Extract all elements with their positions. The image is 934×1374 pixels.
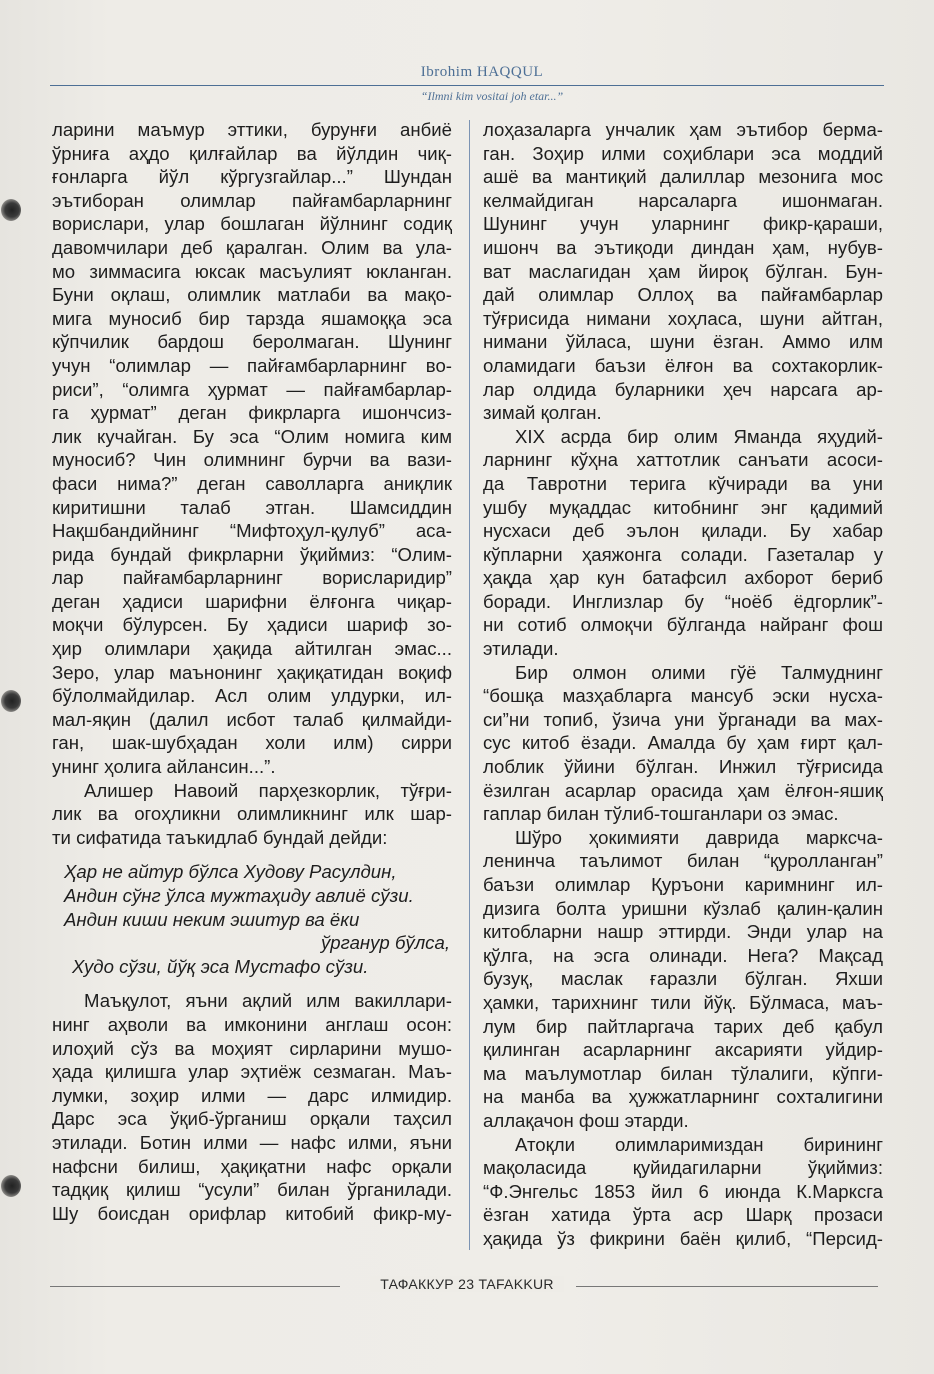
text-line: нафсни билиш, ҳақиқатни нафс орқали (52, 1155, 452, 1177)
text-line: ти сифатида таъкидлаб бундай дейди: (52, 826, 388, 848)
text-line: ишонч ва эътиқоди диндан ҳам, нубув- (483, 236, 883, 258)
text-line: ган. Зоҳир илми соҳиблари эса моддий (483, 142, 883, 164)
text-line: Алишер Навоий парҳезкорлик, тўғри- (84, 779, 452, 801)
text-line: “Ф.Энгельс 1853 йил 6 июнда К.Марксга (483, 1180, 883, 1202)
text-line: лум бир пайтларгача тарих деб қабул (483, 1015, 883, 1037)
text-line: тўғрисида нимани хоҳласа, шуни айтган, (483, 307, 883, 329)
text-line: лоҳазаларга унчалик ҳам эътибор берма- (483, 119, 883, 140)
running-header-subtitle: “Ilmni kim vositai joh etar...” (420, 89, 564, 103)
text-line: “бошқа мазҳабларга мансуб эски нусха- (483, 685, 883, 707)
text-line: Буни оқлаш, олимлик матлаби ва мақо- (52, 284, 452, 306)
footer-journal-cyrillic: ТАФАККУР (380, 1276, 454, 1292)
text-line: ёзилган асарлар орасида ҳам ёлғон-яшиқ (483, 779, 883, 801)
text-line: ленинча таълимот билан “қуролланган” (483, 850, 883, 872)
text-line: оламидаги баъзи ёлғон ва сохтакорлик- (483, 354, 883, 376)
punch-hole-middle (1, 690, 21, 712)
text-line: ларнинг кўҳна хаттотлик санъати асоси- (483, 449, 883, 471)
text-line: баъзи олимлар Қуръони каримнинг ил- (483, 874, 883, 895)
text-line: Атоқли олимларимиздан бирининг (515, 1133, 883, 1155)
text-line: ворислари, улар бошлаган йўлнинг содиқ (52, 213, 452, 235)
text-line: лик кучайган. Бу эса “Олим номига ким (52, 425, 452, 447)
text-line: ёзган хатида ўрта аср Шарқ прозаси (483, 1204, 883, 1226)
text-line: ган, шак-шубҳадан холи илм) сирри (52, 732, 452, 754)
text-line: нинг аҳволи ва имконини англаш осон: (52, 1013, 452, 1035)
text-line: мо зиммасига юксак масъулият юкланган. (52, 260, 452, 282)
poem-line: Ҳар не айтур бўлса Худову Расулдин, (64, 861, 397, 883)
text-line: ват маслагидан ҳам йироқ бўлган. Бун- (483, 260, 883, 282)
column-divider (469, 120, 470, 1250)
text-line: нимани ўйласа, шуни ёзган. Аммо илм (483, 331, 883, 353)
text-line: деган ҳадиси шарифни ёлғонга чиқар- (52, 590, 452, 612)
footer-journal-latin: TAFAKKUR (478, 1276, 554, 1292)
text-line: мақоласида қуйидагиларни ўқиймиз: (483, 1157, 883, 1179)
stanza-spacer (52, 978, 452, 989)
text-line: бузуқ, маслак ғаразли бўлган. Яхши (483, 968, 883, 990)
text-line: рида бундай фикрларни ўқиймиз: “Олим- (52, 543, 452, 565)
text-line: Шунинг учун уларнинг фикр-қараши, (483, 213, 883, 235)
text-line: ҳақида ўз фикрини баён қилиб, “Персид- (483, 1227, 883, 1249)
text-line: дизига болта уришни кўзлаб қалин-қалин (483, 897, 883, 919)
text-line: на манба ва ҳужжатларнинг сохталигини (483, 1086, 883, 1108)
text-line: мига муносиб бир тарзда яшамоққа эса (52, 307, 452, 329)
text-line: Зеро, улар маънонинг ҳақиқатидан воқиф (52, 661, 452, 683)
text-line: ғонларга йўл кўргузгайлар...” Шундан (52, 166, 452, 188)
text-line: дай олимлар Оллоҳ ва пайғамбарлар (483, 284, 883, 306)
text-line: ма маълумотлар билан тўлалиги, кўпги- (483, 1062, 883, 1084)
poem-line: Худо сўзи, йўқ эса Мустафо сўзи. (72, 955, 369, 977)
text-line: этилади. (483, 638, 559, 660)
text-line: ҳир олимлари ҳақида айтилган эмас... (52, 638, 452, 660)
text-line: фаси нима?” деган саволларга аниқлик (52, 472, 452, 494)
text-line: келмайдиган нарсаларга ишонмаган. (483, 189, 883, 211)
text-line: Бир олмон олими гўё Талмуднинг (515, 661, 883, 683)
text-line: Нақшбандийнинг “Мифтоҳул-қулуб” аса- (52, 520, 452, 542)
text-line: кўпларни ҳаяжонга солади. Газеталар у (483, 543, 883, 565)
text-line: боради. Инглизлар бу “ноёб ёдгорлик”- (483, 590, 883, 612)
text-line: ҳақда ҳар кун батафсил ахборот бериб (483, 567, 883, 589)
text-line: ҳамки, тарихнинг тили йўқ. Бўлмаса, маъ- (483, 991, 883, 1013)
text-line: эътиборан олимлар пайғамбарларнинг (52, 189, 452, 211)
text-line: ўрниға аҳдо қилғайлар ва йўлдин чиқ- (52, 142, 452, 164)
poem-line: ўрганур бўлса, (320, 932, 450, 954)
text-line: сус китоб ёзади. Амалда бу ҳам ғирт қал- (483, 732, 883, 754)
text-line: учун “олимлар — пайғамбарларнинг во- (52, 354, 452, 376)
text-line: мал-яқин (далил исбот талаб қилмайди- (52, 708, 452, 730)
text-line: лоблик ўйини бўлган. Инжил тўғрисида (483, 756, 883, 778)
text-line: нусхаси деб эълон қилади. Бу хабар (483, 520, 883, 542)
text-line: зимай қолган. (483, 402, 602, 424)
text-line: Маъқулот, яъни ақлий илм вакиллари- (84, 990, 452, 1012)
text-line: китобларни нашр эттирди. Энди улар на (483, 921, 883, 943)
text-line: моқчи бўлурсен. Бу ҳадиси шариф зо- (52, 614, 452, 636)
punch-hole-bottom (1, 1175, 21, 1197)
text-line: қўлга, на эсга олинади. Нега? Мақсад (483, 944, 883, 966)
text-line: Шу боисдан орифлар китобий фикр-му- (52, 1202, 452, 1224)
text-line: лик ва огоҳликни олимликнинг илк шар- (52, 803, 452, 825)
text-line: ашё ва мантиқий далиллар мезонига мос (483, 166, 883, 188)
text-line: Шўро ҳокимияти даврида марксча- (515, 826, 883, 848)
text-line: лар пайғамбарларнинг ворисларидир” (52, 567, 452, 589)
text-line: лар олдида буларники ҳеч нарсага ар- (483, 378, 883, 400)
text-line: муносиб? Чин олимнинг бурчи ва вази- (52, 449, 452, 471)
header-rule (50, 85, 884, 86)
text-line: гаплар билан тўлиб-тошганлари оз эмас. (483, 803, 839, 825)
text-line: этилади. Ботин илми — нафс илми, яъни (52, 1131, 452, 1153)
text-line: ҳада қилишга улар эҳтиёж сезмаган. Маъ- (52, 1061, 452, 1083)
text-line: киритишни талаб этган. Шамсиддин (52, 496, 452, 518)
text-line: ларини маъмур эттики, бурунғи анбиё (52, 119, 452, 140)
text-line: XIX асрда бир олим Яманда яҳудий- (515, 425, 883, 447)
running-header-author: Ibrohim HAQQUL (420, 64, 544, 80)
text-line: бўлолмайдилар. Асл олим улдурки, ил- (52, 685, 452, 707)
text-line: да Тавротни терига кўчиради ва уни (483, 472, 883, 494)
punch-hole-top (1, 199, 21, 221)
text-line: ни сотиб олмоқчи бўлганда найранг фош (483, 614, 883, 636)
text-line: си”ни топиб, ўзича уни ўрганади ва мах- (483, 708, 883, 730)
text-line: аллақачон фош этарди. (483, 1109, 689, 1131)
right-text-column (483, 118, 883, 1251)
text-line: лумки, зоҳир илми — дарс илмидир. (52, 1084, 452, 1106)
poem-line: Андин киши неким эшитур ва ёки (64, 908, 360, 930)
text-line: унинг ҳолига айлансин...”. (52, 756, 276, 778)
page-number: 23 (458, 1276, 475, 1292)
text-line: риси”, “олимга ҳурмат — пайғамбарлар- (52, 378, 452, 400)
text-line: тадқиқ қилиш “усули” билан ўрганилади. (52, 1179, 452, 1201)
text-line: қилинган асарларнинг аксарияти уйдир- (483, 1039, 883, 1061)
stanza-spacer (52, 849, 452, 860)
text-line: Дарс эса ўқиб-ўрганиш орқали таҳсил (52, 1108, 452, 1130)
poem-line: Андин сўнг ўлса мужтаҳиду авлиё сўзи. (64, 885, 414, 906)
left-text-column (52, 118, 452, 1225)
text-line: кўпчилик бардош беролмаган. Шунинг (52, 331, 452, 353)
page-footer (0, 1276, 934, 1292)
text-line: давомчилари деб қаралган. Олим ва ула- (52, 236, 452, 258)
text-line: илоҳий сўз ва моҳият сирларини мушо- (52, 1037, 452, 1059)
text-line: га ҳурмат” деган фикрларга ишончсиз- (52, 402, 452, 424)
text-line: ушбу муқаддас китобнинг энг қадимий (483, 496, 883, 518)
